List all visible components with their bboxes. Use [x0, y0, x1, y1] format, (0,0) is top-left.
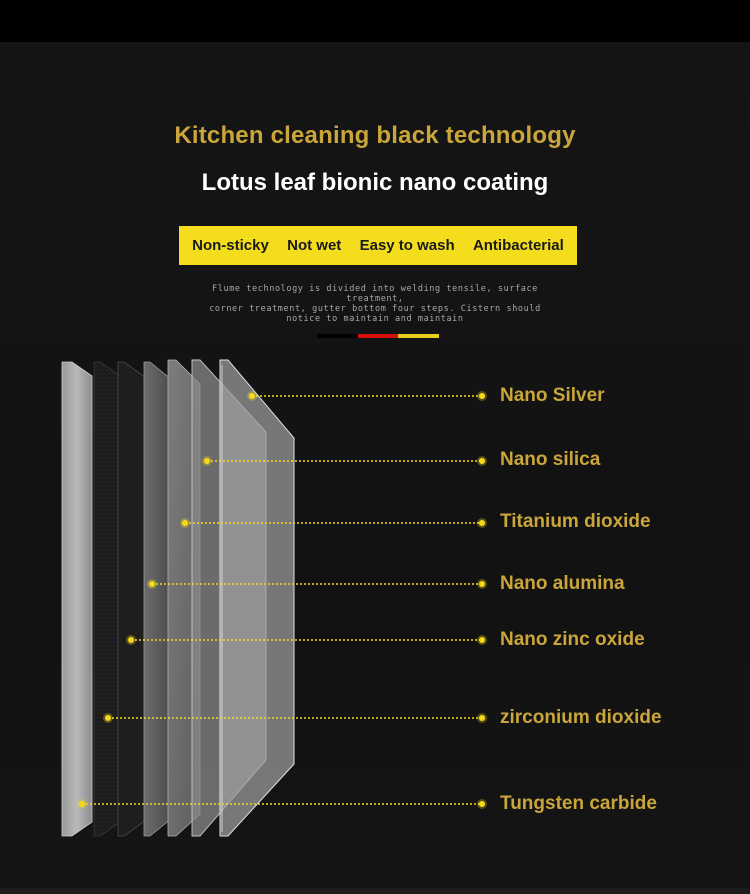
layer-label-nano-zinc-oxide: Nano zinc oxide [500, 629, 645, 650]
callout-dot [249, 393, 255, 399]
callout-dot [479, 458, 485, 464]
layer-plate-silver [220, 360, 294, 836]
fine-print-line: notice to maintain and maintain [286, 314, 464, 324]
callout-dot [182, 520, 188, 526]
layer-label-tungsten-carbide: Tungsten carbide [500, 793, 657, 814]
callout-dot [479, 520, 485, 526]
callout-dot [479, 637, 485, 643]
callout-dot [105, 715, 111, 721]
feature-antibacterial: Antibacterial [472, 237, 564, 254]
feature-easy-to-wash: Easy to wash [359, 237, 455, 254]
callout-dot [479, 801, 485, 807]
callout-dot [128, 637, 134, 643]
callout-dot [79, 801, 85, 807]
callout-dot [149, 581, 155, 587]
layer-label-zirconium-dioxide: zirconium dioxide [500, 707, 662, 728]
feature-non-sticky: Non-sticky [192, 237, 269, 254]
fine-print-line: corner treatment, gutter bottom four steps. Cistern should [209, 304, 541, 314]
callout-dot [479, 581, 485, 587]
headline: Kitchen cleaning black technology [174, 122, 576, 149]
subheadline: Lotus leaf bionic nano coating [201, 169, 549, 196]
callout-dot [479, 715, 485, 721]
callout-dot [204, 458, 210, 464]
layer-label-nano-silica: Nano silica [500, 449, 601, 470]
layer-plate-zinc-oxide [118, 362, 146, 836]
layer-plate-zirconium [94, 362, 120, 836]
layer-label-nano-silver: Nano Silver [500, 385, 605, 406]
layer-plate-tungsten [62, 362, 92, 836]
layer-label-nano-alumina: Nano alumina [500, 573, 625, 594]
callout-dot [479, 393, 485, 399]
feature-not-wet: Not wet [287, 237, 342, 254]
fine-print-line: Flume technology is divided into welding tensile, surface treatment, [212, 284, 538, 304]
layer-label-titanium-dioxide: Titanium dioxide [500, 511, 651, 532]
